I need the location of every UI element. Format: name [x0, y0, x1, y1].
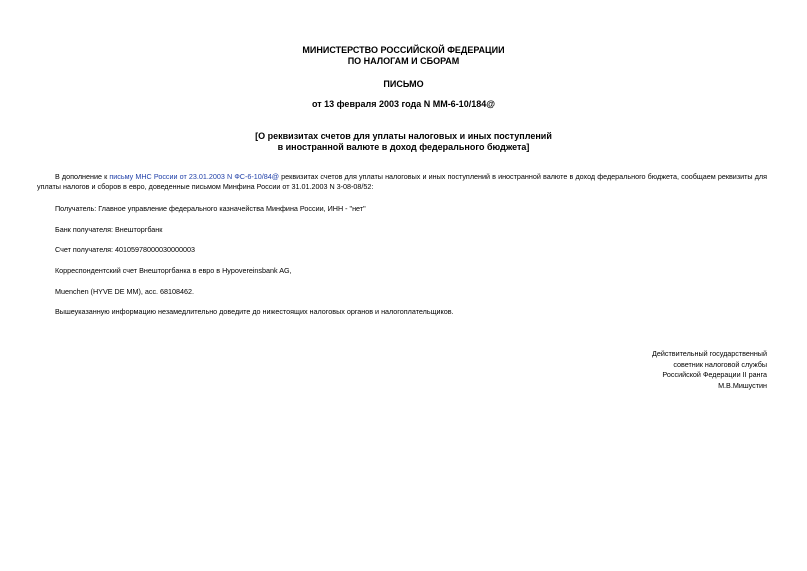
- signature-title-line-1: Действительный государственный: [652, 349, 767, 358]
- signature-block: [652, 349, 767, 391]
- recipient-account-paragraph: Счет получателя: 40105978000030000003: [55, 245, 196, 254]
- recipient-bank-paragraph: Банк получателя: Внешторгбанк: [55, 225, 163, 234]
- signatory-name: М.В.Мишустин: [718, 380, 767, 390]
- subject-line-2: в иностранной валюте в доход федерального бюджета]: [277, 142, 530, 152]
- signature-title-line-3: Российской Федерации II ранга: [662, 370, 767, 379]
- ministry-heading: [0, 45, 807, 67]
- bank-details-paragraph: Muenchen (HYVE DE MM), acc. 68108462.: [55, 287, 195, 296]
- recipient-paragraph: Получатель: Главное управление федерального казначейства Минфина России, ИНН - "нет": [55, 204, 366, 213]
- reference-letter-link[interactable]: письму МНС России от 23.01.2003 N ФС-6-10/84@: [109, 172, 280, 181]
- intro-prefix: В дополнение к: [55, 172, 110, 181]
- intro-paragraph: [37, 172, 767, 192]
- letter-date-number: от 13 февраля 2003 года N ММ-6-10/184@: [311, 99, 495, 109]
- subject-line-1: [О реквизитах счетов для уплаты налоговых и иных поступлений: [255, 131, 552, 141]
- signature-title-line-2: советник налоговой службы: [673, 359, 767, 369]
- ministry-line-1: МИНИСТЕРСТВО РОССИЙСКОЙ ФЕДЕРАЦИИ: [302, 45, 505, 55]
- forward-note-paragraph: Вышеуказанную информацию незамедлительно доведите до нижестоящих налоговых органов и налогоплательщиков.: [55, 307, 454, 316]
- letter-type-heading: ПИСЬМО: [383, 79, 424, 89]
- correspondent-account-paragraph: Корреспондентский счет Внешторгбанка в евро в Hypovereinsbank AG,: [55, 266, 292, 275]
- ministry-line-2: ПО НАЛОГАМ И СБОРАМ: [347, 56, 460, 66]
- letter-subject: [0, 131, 807, 153]
- intro-suffix: реквизитах счетов для уплаты налоговых и иных поступлений в иностранной валюте в доход федерального бюджета, сообщаем реквизиты для уплаты налогов и сборов в евро, доведенные письмом Минфина России от 31.01.2003 N 3-08-08/52:: [37, 172, 767, 191]
